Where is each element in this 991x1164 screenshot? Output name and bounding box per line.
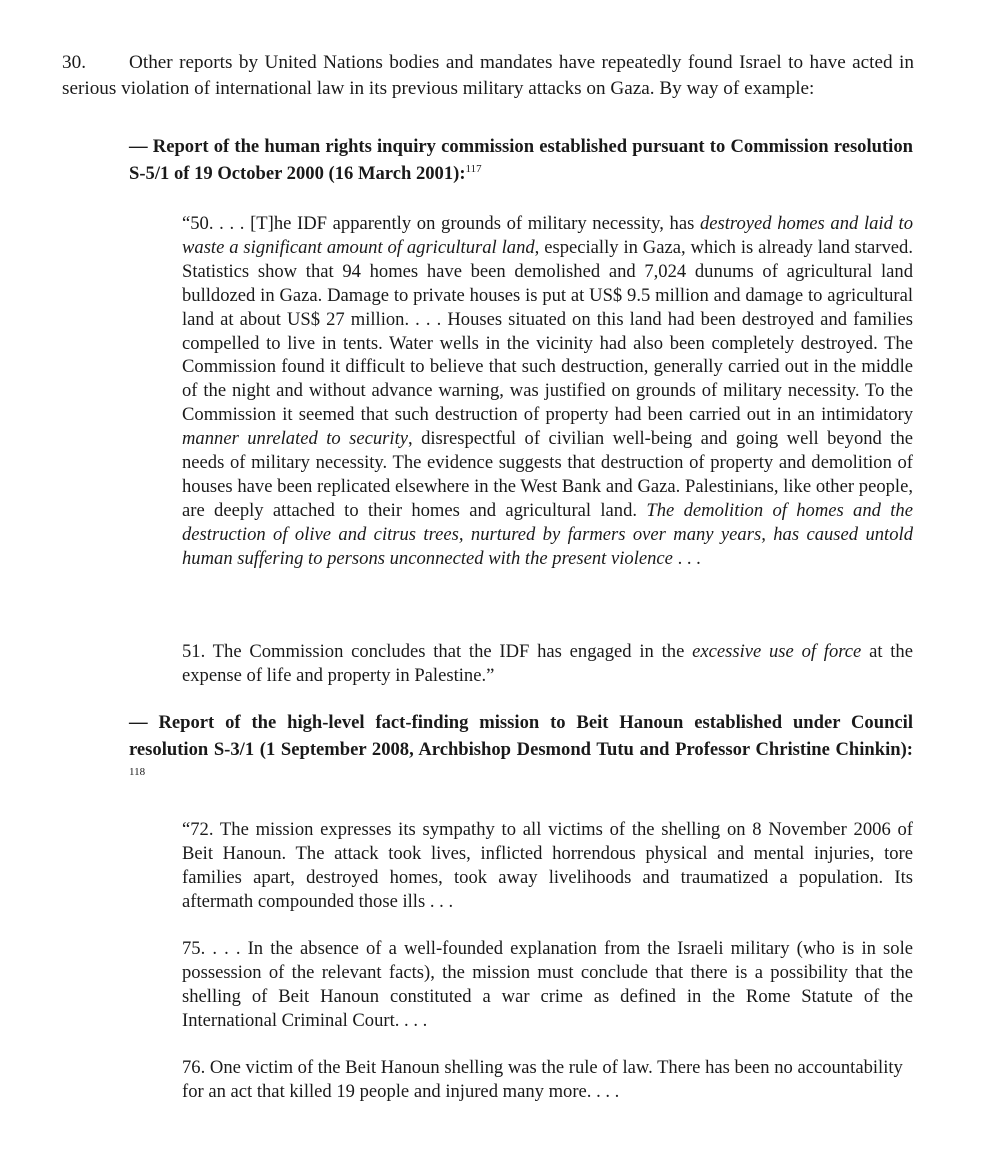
quote-paragraph-76: 76. One victim of the Beit Hanoun shelling was the rule of law. There has been no accountability for an act that killed 19 people and injured many more. . . .: [182, 1057, 903, 1102]
quote-paragraph-72: “72. The mission expresses its sympathy to all victims of the shelling on 8 November 2006 of Beit Hanoun. The attack took lives, inflicted horrendous physical and mental injuries, tore families apart, destroyed homes, took away livelihoods and traumatized a population. Its aftermath compounded those ills . . .: [182, 819, 913, 912]
quote-paragraph-51: [182, 640, 913, 688]
quote-text: , especially in Gaza, which is already land starved. Statistics show that 94 homes have been demolished and 7,024 dunums of agricultural land bulldozed in Gaza. Damage to private houses is put at US$ 9.5 million and damage to agricultural land at about US$ 27 million. . . . Houses situated on this land had been destroyed and families compelled to live in tents. Water wells in the vicinity had also been completely destroyed. The Commission found it difficult to believe that such destruction, generally carried out in the middle of the night and without advance warning, was justified on grounds of military necessity. To the Commission it seemed that such destruction of property had been carried out in an intimidatory: [182, 236, 913, 426]
quote-emphasis: manner unrelated to security: [182, 428, 409, 450]
quote-emphasis: destroyed homes and laid to waste a significant amount of agricultural land: [182, 213, 913, 258]
quote-paragraph-75: 75. . . . In the absence of a well-founded explanation from the Israeli military (who is in sole possession of the relevant facts), the mission must conclude that there is a possibility that the shelling of Beit Hanoun constituted a war crime as defined in the Rome Statute of the International Criminal Court. . . .: [182, 938, 913, 1031]
quote-emphasis: The demolition of homes and the destruction of olive and citrus trees, nurtured by farmers over many years, has caused untold human suffering to persons unconnected with the present violence: [182, 499, 913, 569]
quote-paragraph-50: [182, 212, 913, 571]
quote-text: , disrespectful of civilian well-being and going well beyond the needs of military necessity. The evidence suggests that destruction of property and demolition of houses have been replicated elsewhere in the West Bank and Gaza. Palestinians, like other people, are deeply attached to their homes and agricultural land.: [182, 428, 913, 521]
paragraph-30: [62, 50, 914, 102]
quote-emphasis: excessive use of force: [692, 641, 862, 662]
paragraph-number: 30.: [62, 52, 86, 73]
quote-text: 51. The Commission concludes that the IDF has engaged in the: [182, 641, 693, 662]
quote-text: at the expense of life and property in Palestine.”: [182, 641, 913, 686]
section-heading-commission-report: [129, 133, 913, 187]
paragraph-text: Other reports by United Nations bodies and mandates have repeatedly found Israel to have acted in serious violation of international law in its previous military attacks on Gaza. By way of example:: [62, 52, 914, 99]
footnote-ref-118[interactable]: 118: [129, 765, 146, 778]
quote-text: . . .: [672, 547, 701, 569]
quote-text: “50. . . . [T]he IDF apparently on grounds of military necessity, has: [182, 213, 700, 234]
heading-text: — Report of the human rights inquiry commission established pursuant to Commission resolution S-5/1 of 19 October 2000 (16 March 2001):: [129, 136, 913, 184]
section-heading-beit-hanoun-report: [129, 709, 913, 790]
heading-text: — Report of the high-level fact-finding mission to Beit Hanoun established under Council resolution S-3/1 (1 September 2008, Archbishop Desmond Tutu and Professor Christine Chinkin):: [129, 712, 913, 760]
footnote-ref-117[interactable]: 117: [465, 162, 482, 175]
